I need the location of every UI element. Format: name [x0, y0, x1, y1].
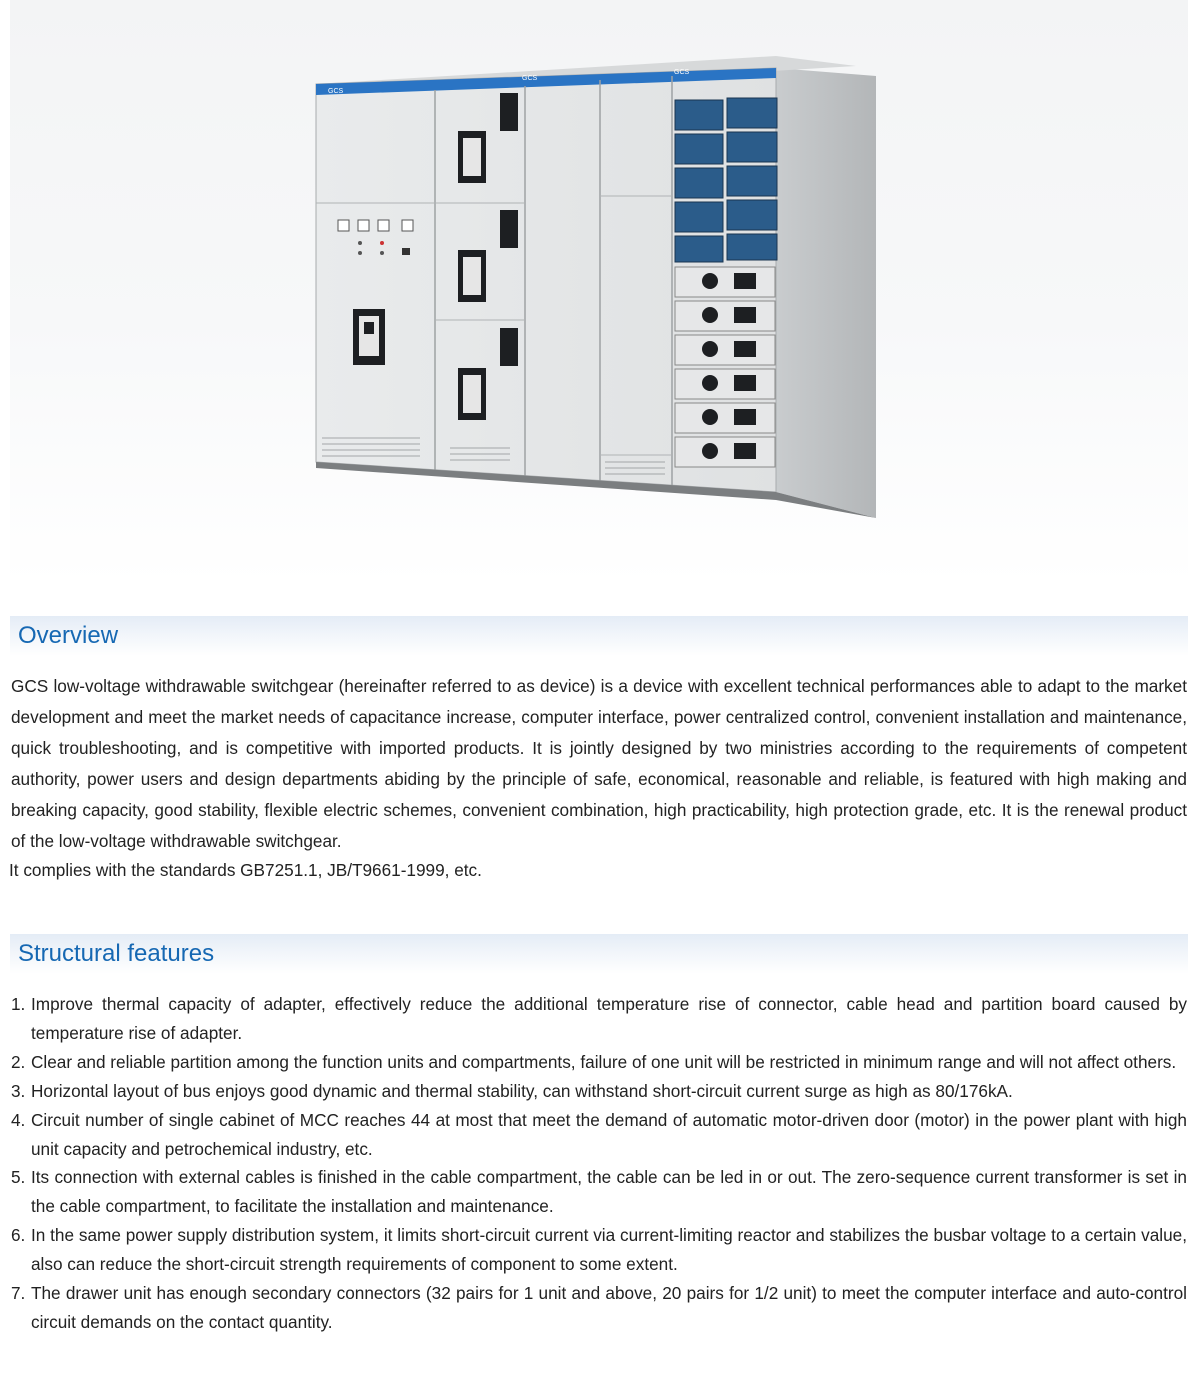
item-text: In the same power supply distribution system, it limits short-circuit current via current-limiting reactor and stabilizes the busbar voltage to a certain value, also can reduce the short-circuit strength requirements of component to some extent. — [31, 1225, 1187, 1275]
item-text: Clear and reliable partition among the function units and compartments, failure of one unit will be restricted in minimum range and will not affect others. — [31, 1051, 1177, 1072]
item-text: Improve thermal capacity of adapter, effectively reduce the additional temperature rise of connector, cable head and partition board caused by temperature rise of adapter. — [31, 994, 1187, 1043]
overview-paragraph: GCS low-voltage withdrawable switchgear (hereinafter referred to as device) is a device with excellent technical performances able to adapt to the market development and meet the market needs of capacitance increase, computer interface, power centralized control, convenient installation and maintenance, quick troubleshooting, and is competitive with imported products. It is jointly designed by two ministries according to the requirements of competent authority, power users and design departments abiding by the principle of safe, economical, reasonable and reliable, is featured with high making and breaking capacity, good stability, flexible electric schemes, convenient combination, high practicability, high protection grade, etc. It is the renewal product of the low-voltage withdrawable switchgear. — [11, 676, 1187, 851]
list-item — [11, 1077, 1187, 1106]
standards-note: It complies with the standards GB7251.1, JB/T9661-1999, etc. — [9, 860, 482, 880]
features-list — [11, 990, 1187, 1337]
item-text: Circuit number of single cabinet of MCC reaches 44 at most that meet the demand of automatic motor-driven door (motor) in the power plant with high unit capacity and petrochemical industry, etc. — [31, 1109, 1187, 1159]
item-text: Horizontal layout of bus enjoys good dynamic and thermal stability, can withstand short-circuit current surge as high as 80/176kA. — [31, 1080, 1013, 1101]
list-item — [11, 1221, 1187, 1279]
list-item — [11, 1048, 1187, 1077]
item-number: 2. — [11, 1051, 26, 1072]
item-number: 4. — [11, 1109, 26, 1130]
nameplate-label: GCS — [328, 88, 344, 95]
structural-heading: Structural features — [18, 940, 215, 967]
list-item — [11, 1279, 1187, 1337]
overview-heading-bar — [10, 616, 1188, 656]
item-number: 6. — [11, 1225, 26, 1246]
item-text: The drawer unit has enough secondary connectors (32 pairs for 1 unit and above, 20 pairs for 1/2 unit) to meet the computer interface and auto-control circuit demands on the contact quantity. — [31, 1283, 1187, 1332]
item-number: 3. — [11, 1080, 26, 1101]
item-number: 5. — [11, 1167, 26, 1188]
overview-heading: Overview — [18, 622, 119, 649]
nameplate-label: GCS — [674, 69, 690, 76]
structural-heading-bar — [10, 934, 1188, 974]
item-number: 7. — [11, 1283, 26, 1304]
product-image — [10, 0, 1188, 585]
overview-body — [11, 671, 1187, 856]
item-number: 1. — [11, 994, 26, 1014]
list-item — [11, 1106, 1187, 1164]
nameplate-label: GCS — [522, 75, 538, 82]
list-item — [11, 990, 1187, 1048]
list-item — [11, 1163, 1187, 1221]
item-text: Its connection with external cables is finished in the cable compartment, the cable can be led in or out. The zero-sequence current transformer is set in the cable compartment, to facilitate the installation and maintenance. — [31, 1167, 1187, 1217]
switchgear-illustration — [10, 0, 1188, 585]
